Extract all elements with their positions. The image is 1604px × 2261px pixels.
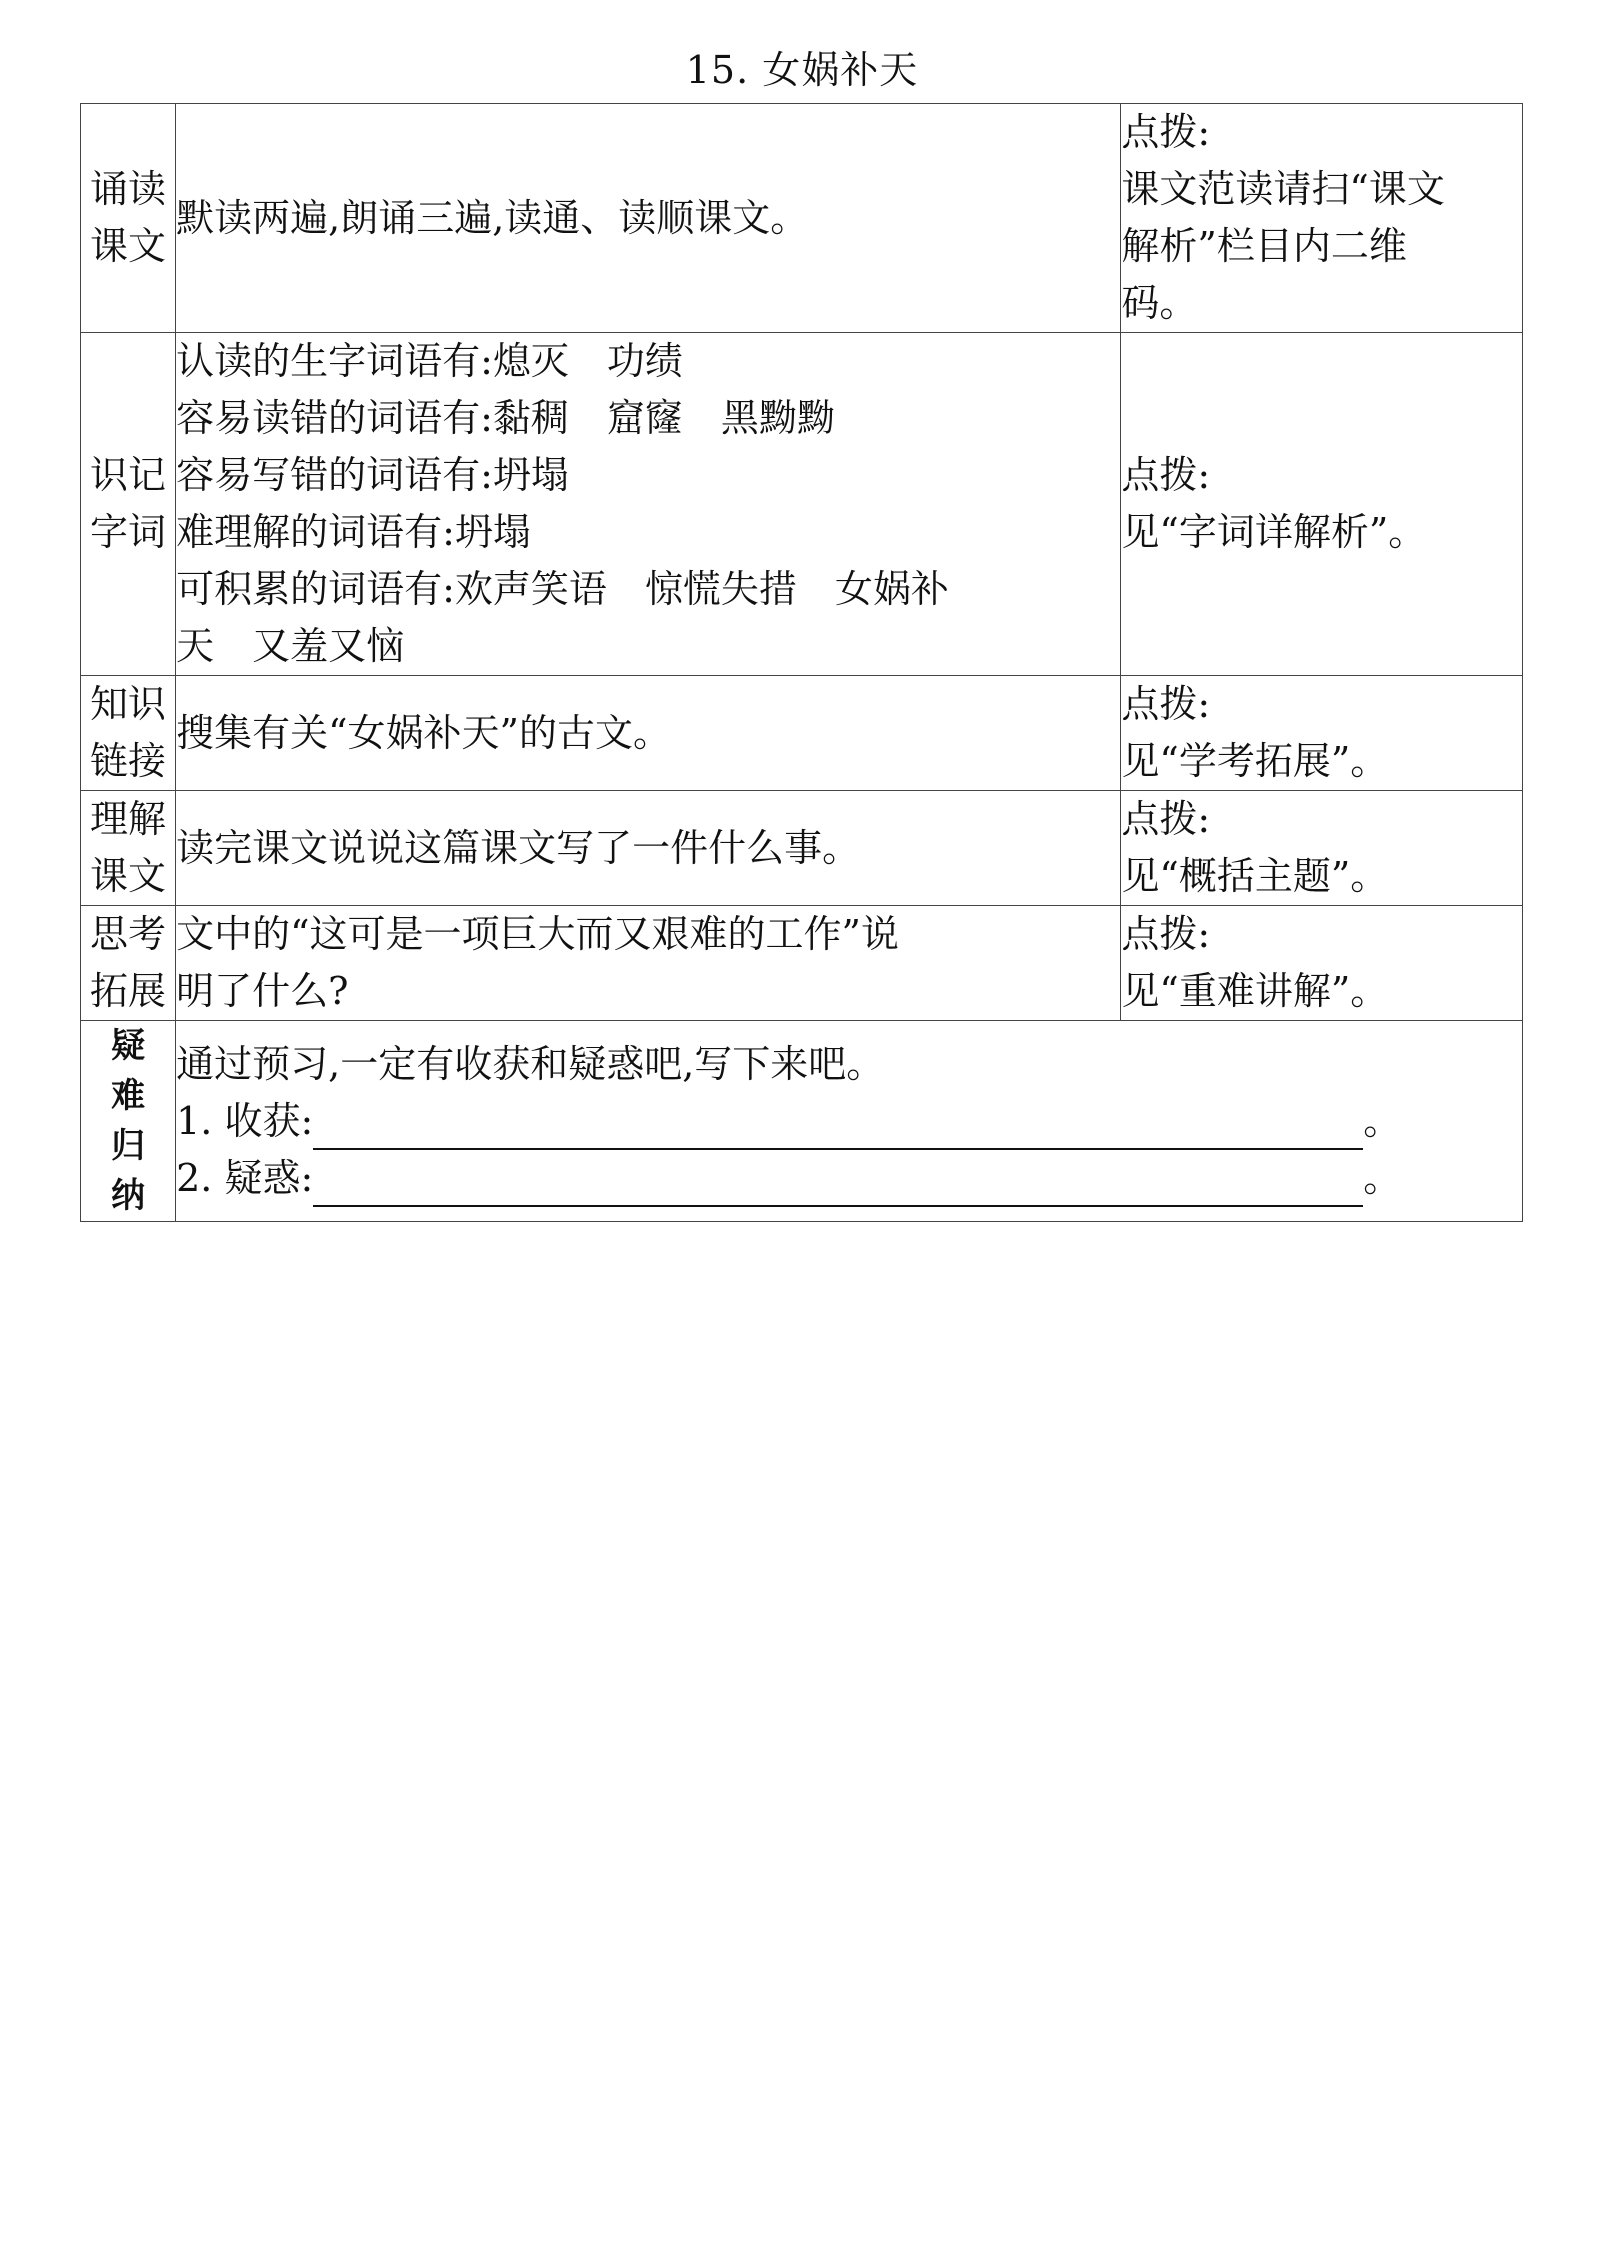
- table-row-comprehension: [81, 791, 1523, 906]
- table-row-knowledge-link: [81, 676, 1523, 791]
- content-text: 认读的生字词语有:熄灭 功绩: [176, 339, 683, 383]
- page-title: 15. 女娲补天: [685, 48, 919, 92]
- table-row-thinking-extension: [81, 906, 1523, 1021]
- hint-label: 点拨:: [1121, 110, 1211, 154]
- content-text: 容易写错的词语有:坍塌: [176, 453, 569, 497]
- content-text: 容易读错的词语有:黏稠 窟窿 黑黝黝: [176, 396, 835, 440]
- gain-line: [176, 1093, 1522, 1150]
- content-text: 难理解的词语有:坍塌: [176, 510, 531, 554]
- category-label-line: 理解: [90, 797, 167, 841]
- category-label-line: 思考: [90, 912, 167, 956]
- hint-label: 点拨:: [1121, 912, 1211, 956]
- hint-text: 解析”栏目内二维: [1121, 224, 1407, 268]
- category-cell: [81, 676, 176, 791]
- category-label-char: 归: [111, 1126, 146, 1166]
- content-text: 默读两遍,朗诵三遍,读通、读顺课文。: [176, 195, 809, 240]
- content-cell: [176, 333, 1121, 676]
- hint-cell: [1121, 791, 1523, 906]
- end-mark: 。: [1363, 1098, 1402, 1143]
- category-label-line: 知识: [90, 682, 167, 726]
- preview-worksheet-table: [80, 103, 1523, 1222]
- content-text: 文中的“这可是一项巨大而又艰难的工作”说: [176, 912, 899, 956]
- category-cell: [81, 906, 176, 1021]
- end-mark: 。: [1363, 1155, 1402, 1200]
- hint-text: 码。: [1121, 281, 1198, 325]
- hint-cell: [1121, 333, 1523, 676]
- content-cell: [176, 906, 1121, 1021]
- hint-label: 点拨:: [1121, 797, 1211, 841]
- hint-cell: [1121, 676, 1523, 791]
- table-row-read-aloud: [81, 104, 1523, 333]
- category-cell: [81, 791, 176, 906]
- table-row-summary: [81, 1021, 1523, 1222]
- hint-text: 见“学考拓展”。: [1121, 739, 1389, 783]
- category-label-line: 课文: [90, 224, 167, 268]
- content-text: 天 又羞又恼: [176, 624, 405, 668]
- content-cell: [176, 104, 1121, 333]
- content-cell: [176, 791, 1121, 906]
- content-text: 搜集有关“女娲补天”的古文。: [176, 710, 671, 755]
- hint-label: 点拨:: [1121, 453, 1211, 497]
- table-row-vocabulary: [81, 333, 1523, 676]
- category-label-line: 课文: [90, 854, 167, 898]
- hint-label: 点拨:: [1121, 682, 1211, 726]
- hint-text: 见“重难讲解”。: [1121, 969, 1389, 1013]
- hint-cell: [1121, 906, 1523, 1021]
- category-label-char: 纳: [111, 1176, 146, 1216]
- category-cell: [81, 1021, 176, 1222]
- content-text: 读完课文说说这篇课文写了一件什么事。: [176, 825, 861, 870]
- hint-cell: [1121, 104, 1523, 333]
- category-label-line: 诵读: [90, 167, 167, 211]
- doubt-answer-blank[interactable]: [313, 1159, 1363, 1207]
- category-label-char: 疑: [111, 1026, 146, 1066]
- category-label-line: 字词: [90, 510, 167, 554]
- gain-answer-blank[interactable]: [313, 1102, 1363, 1150]
- doubt-line: [176, 1150, 1522, 1207]
- category-label-line: 链接: [90, 739, 167, 783]
- hint-text: 见“概括主题”。: [1121, 854, 1389, 898]
- hint-text: 课文范读请扫“课文: [1121, 167, 1445, 211]
- summary-intro: 通过预习,一定有收获和疑惑吧,写下来吧。: [176, 1041, 885, 1086]
- content-text: 明了什么?: [176, 969, 349, 1013]
- content-cell: [176, 676, 1121, 791]
- hint-text: 见“字词详解析”。: [1121, 510, 1427, 554]
- gain-label: 1. 收获:: [176, 1098, 314, 1143]
- content-text: 可积累的词语有:欢声笑语 惊慌失措 女娲补: [176, 567, 949, 611]
- category-label-line: 识记: [90, 453, 167, 497]
- category-label-line: 拓展: [90, 969, 167, 1013]
- doubt-label: 2. 疑惑:: [176, 1155, 314, 1200]
- summary-content-cell: [176, 1021, 1523, 1222]
- category-cell: [81, 333, 176, 676]
- category-cell: [81, 104, 176, 333]
- category-label-char: 难: [111, 1076, 146, 1116]
